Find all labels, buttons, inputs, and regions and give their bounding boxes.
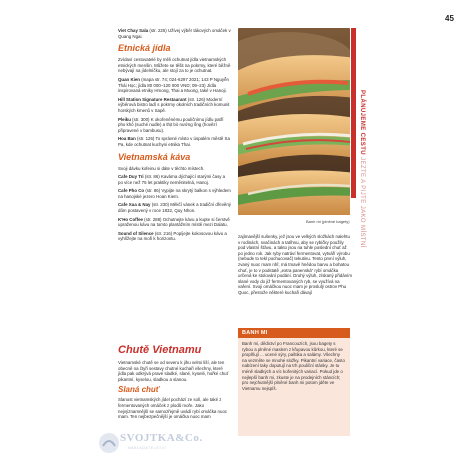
entry-cafe-xua-nay: Cafe Xua & Nay (str. 230) Měkčí vánek a tradiční dřevěný dům postavený v roce 1832, Quy Nhon. bbox=[118, 202, 231, 214]
entry-quan-kien: Quan Kien (mapa str. 74; 024-6297 2021; 143 P Nguyễn Thái Học; jídla 80 000–120 000 VND; 09–23) Jídla inspirovaná etniky Hmong, Thai a Muong, také v Hanoji. bbox=[118, 76, 229, 94]
banh-mi-box bbox=[238, 328, 350, 436]
entry-pleiku: Pleiku (str. 300) K okořeněnému pouličnímu jídlu patří pho khô (suché nudle) a thịt bò nướng ống (hovězí připravené v bambusu). bbox=[118, 116, 224, 133]
entry-sound-of-silence: Sound of Silence (str. 216) Popíjejte kokosovou kávu a vyhlížejte na moři k horizontu. bbox=[118, 230, 227, 242]
entry-viet-chay: Viet Chay Sala (str. 225) Užívej výběr tákových omáček v Quang Ngai. bbox=[118, 28, 231, 39]
tastes-intro: Vietnamské chutě se od severu k jihu velmi liší, ale ten obecně na čtyři sestavy chutné kuchaři všechny, které jídla pak odkrývá pravé sladké, slané, kyselé, hořké chuť pikantní, kyselou, sladkou a slanou. bbox=[118, 360, 229, 382]
heading-salty: Slaná chuť bbox=[118, 385, 160, 395]
heading-tastes-vietnam: Chutě Vietnamu bbox=[118, 344, 202, 356]
publisher-watermark bbox=[98, 428, 218, 458]
publisher-logo-icon bbox=[98, 432, 120, 454]
salty-text: Slanost vietnamských jídel pochází ze solí, ale také z fermentovaných omáček z plodů moře. Jako nejvýznamnější se samozřejmě uvádí rybí omáčka nuoc mam. Ten nejbezpečnější je omáčka nuoc mam bbox=[118, 397, 228, 420]
coffee-intro: Svoji dávku kofeinu si dáte v těchto místech. bbox=[118, 165, 205, 171]
fish-sauce-text: zajímavější sušenky, jež jsou ve velkých složkách nalehtu v rodinách, svačinách a tatíhnu, aby se rybičky použily pod vlastní šťávu, a takto jsou na tuhle poslední chuť až po jedno rok. Jak ryby natráví fermentovat, vytváří výrobu (nebude to tekl pochucovač) tekutinu. Tento první výluh, zvaný nuoc mam nhĩ, má tmavě hnědou barvu a bohatou chuť, je to v podstatě „extra panenská“ rybí omáčka určená ke stolování podání. Druhý výluh, získaný přidáním slané vody do již fermentovaných ryb, se využívá na vaření. Svoji omáčkou nuoc mam je proslulý ostrov Phu Quoc, přestože některé kuchaři dávají bbox=[238, 234, 352, 295]
heading-ethnic-food: Etnická jídla bbox=[118, 43, 171, 54]
ethnic-intro: Zvídaví cestovatelé by měli ochutnat jídla vietnamských etnických menšin. Můžete se těšit na pokrmy, které běžně nebývají na jídelníčku, ale stojí za to je ochutnat. bbox=[118, 57, 231, 74]
banh-mi-photo bbox=[238, 28, 350, 215]
photo-caption: Banh mi (plněné bagety) bbox=[306, 219, 350, 224]
page-number: 45 bbox=[445, 14, 454, 23]
banh-mi-box-title: BANH MI bbox=[238, 328, 350, 338]
side-tab-text: PLÁNUJEME CESTU JEZTE A PIJTE JAKO MÍSTNÍ bbox=[359, 90, 365, 248]
banh-mi-box-text: Banh mi, dědictví po Francouzích, jsou bagety s rybou a plněné maslem z křupavou kůrkou, které se proplňují ... ucené sýry, paštika a salámy. Všechny na vezměte se mnohé složky. Pikantní variace, často nabízení taky doputují na trh pouliční stánky. Je tu méně sladkých a víc kořenitých variací. Pokud jde o nejlepší banh mi, zkuste je na prodejních stáncích; pro nejchutnější plněné banh mi potom jděte ve Vietnamu nejspíš. bbox=[242, 341, 345, 391]
entry-cafe-duy-tri: Cafe Duy Tri (str. 86) Kavárna dýchající starými časy a po více než 75 let praktiky neměnitelná, Hanoj. bbox=[118, 174, 226, 185]
entry-kho-coffee: K'Ho Coffee (str. 288) Ochutnejte kávu a kupte si čerstvě upraženou kávu na tomto plantážním místě mezi Dalatu. bbox=[118, 216, 230, 228]
entry-cafe-pho-co: Cafe Pho Co (str. 86) Vypijte na skrytý balkon s výhledem na hanojské jezero Hoan Kiem. bbox=[118, 188, 231, 199]
entry-hill-station: Hill Station Signature Restaurant (str. 126) Moderní výběrová bistro ladí s pokrmy okolních tradičních komunit horských kmenů v Sapě. bbox=[118, 96, 230, 113]
heading-coffee: Vietnamská káva bbox=[118, 151, 191, 162]
chapter-side-tab bbox=[351, 28, 367, 418]
entry-hoa-ban: Hoa Ban (str. 126) To správné místo v úspalém městě Sa Pa, kde ochutnat kuchyni etnika Thai. bbox=[118, 136, 230, 147]
tastes-column bbox=[118, 360, 231, 423]
left-column bbox=[118, 28, 231, 245]
watermark-main: SVOJTKA&Co. bbox=[120, 432, 203, 444]
side-tab-bar bbox=[351, 28, 356, 198]
watermark-sub: NAKLADATELSTVÍ bbox=[128, 446, 167, 450]
